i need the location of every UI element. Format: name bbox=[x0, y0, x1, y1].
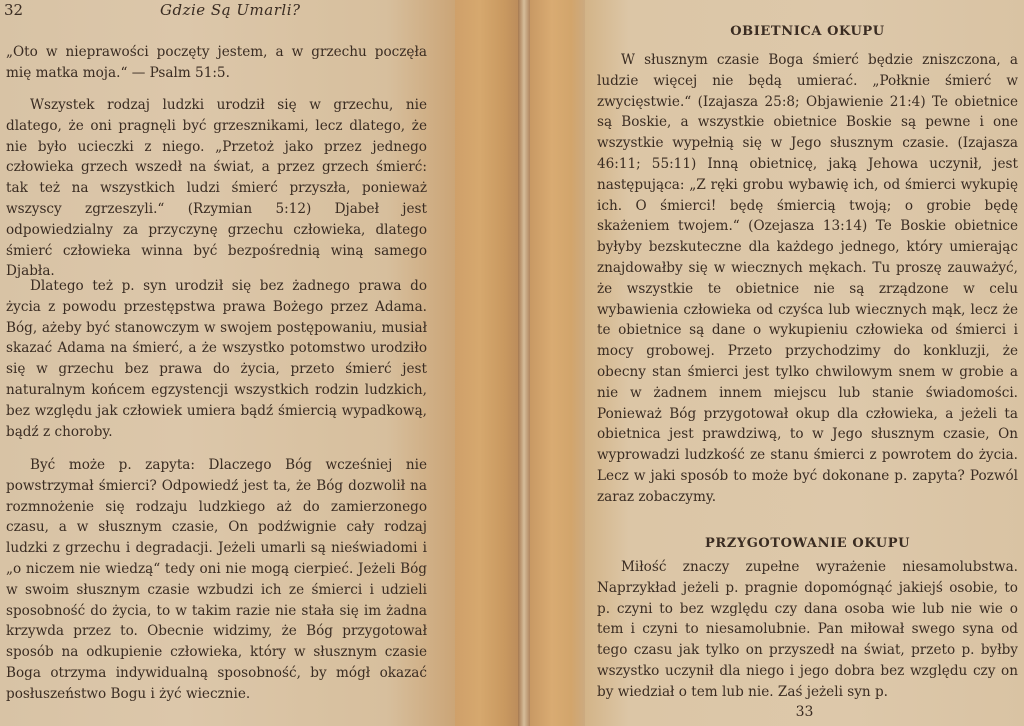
paragraph-obietnica: W słusznym czasie Boga śmierć będzie zniszczona, a ludzie więcej nie będą umierać. „Połknie śmierć w zwycięstwie.“ (Izajasza 25:8; Objawienie 21:4) Te obietnice są Boskie, a wszystkie obietnice Boskie są pewne i one wszystkie wypełnią się w Jego słusznym czasie. (Izajasza 46:11; 55:11) Inną obietnicę, jaką Jehowa uczynił, jest następująca: „Z ręki grobu wybawię ich, od śmierci wykupię ich. O śmierci! będę śmiercią twoją; o grobie będę skażeniem twojem.“ (Ozejasza 13:14) Te Boskie obietnice byłyby bezskuteczne dla każdego jednego, który umierając znajdowałby się w wiecznych mękach. Tu proszę zauważyć, że wszystkie te obietnice nie są zrządzone w celu wybawienia człowieka od czyśca lub wiecznych mąk, lecz że te obietnice są dane o wykupieniu człowieka od śmierci i mocy grobowej. Przeto przychodzimy do konkluzji, że obecny stan śmierci jest tylko chwilowym snem w grobie a nie w żadnem innem miejscu lub stanie świadomości. Ponieważ Bóg przygotował okup dla człowieka, a jeżeli ta obietnica jest prawdziwą, to w Jego słusznym czasie, On wyprowadzi ludzkość ze stanu śmierci z powrotem do życia. Lecz w jaki sposób to może być dokonane p. zapyta? Pozwól zaraz zobaczymy. bbox=[597, 52, 1018, 505]
left-page bbox=[0, 0, 455, 726]
heading-przygotowanie-okupu: PRZYGOTOWANIE OKUPU bbox=[704, 536, 911, 551]
gutter-shadow-right bbox=[530, 0, 585, 726]
psalm-quote: „Oto w nieprawości poczęty jestem, a w grzechu poczęła mię matka moja.“ — Psalm 51:5. bbox=[6, 44, 427, 81]
book-spine bbox=[518, 0, 530, 726]
page-number-33: 33 bbox=[795, 704, 814, 720]
page-header bbox=[0, 0, 449, 26]
paragraph-3: Być może p. zapyta: Dlaczego Bóg wcześniej nie powstrzymał śmierci? Odpowiedź jest ta, że Bóg dozwolił na rozmnożenie się rodzaju ludzkiego aż do zamierzonego czasu, a w słusznym czasie, On podźwignie cały rodzaj ludzki z grzechu i degradacji. Jeżeli umarli są nieświadomi i „o niczem nie wiedzą“ tedy oni nie mogą cierpieć. Jeżeli Bóg w swoim słusznym czasie wzbudzi ich ze śmierci i udzieli sposobność do życia, to w takim razie nie stała się im żadna krzywda przez to. Obecnie widzimy, że Bóg przygotował sposób na odkupienie człowieka, który w słusznym czasie Boga otrzyma indywidualną sposobność, by mógł okazać posłuszeństwo Bogu i żyć wiecznie. bbox=[6, 457, 427, 702]
right-page bbox=[585, 0, 1024, 726]
paragraph-2: Dlatego też p. syn urodził się bez żadnego prawa do życia z powodu przestępstwa prawa Bożego przez Adama. Bóg, ażeby być stanowczym w swojem postępowaniu, musiał skazać Adama na śmierć, a że wszystko potomstwo urodziło się w grzechu bez prawa do życia, przeto śmierć jest naturalnym końcem egzystencji wszystkich rodzin ludzkich, bez względu jak człowiek umiera bądź śmiercią wypadkową, bądź z choroby. bbox=[6, 278, 427, 440]
gutter-shadow-left bbox=[455, 0, 525, 726]
heading-obietnica-okupu: OBIETNICA OKUPU bbox=[730, 24, 885, 39]
page-number-32: 32 bbox=[4, 1, 24, 19]
paragraph-1: Wszystek rodzaj ludzki urodził się w grzechu, nie dlatego, że oni pragnęli być grzesznikami, lecz dlatego, że nie było ucieczki z niego. „Przetoż jako przez jednego człowieka grzech wszedł na świat, a przez grzech śmierć: tak też na wszystkich ludzi śmierć przyszła, ponieważ wszyscy zgrzeszyli.“ (Rzymian 5:12) Djabeł jest odpowiedzialny za przyczynę grzechu człowieka, dlatego śmierć człowieka winna być bezpośrednią winą samego Djabła. bbox=[6, 97, 427, 280]
paragraph-przygotowanie: Miłość znaczy zupełne wyrażenie niesamolubstwa. Naprzykład jeżeli p. pragnie dopomógnąć jakiejś osobie, to p. czyni to bez względu czy dana osoba wie lub nie wie o tem i czyni to niesamolubnie. Pan miłował swego syna od tego czasu jak tylko on przyszedł na świat, przeto p. byłby wszystko uczynił dla niego i jego dobra bez względu czy on by wiedział o tem lub nie. Zaś jeżeli syn p. bbox=[597, 559, 1018, 700]
running-title: Gdzie Są Umarli? bbox=[160, 1, 301, 19]
